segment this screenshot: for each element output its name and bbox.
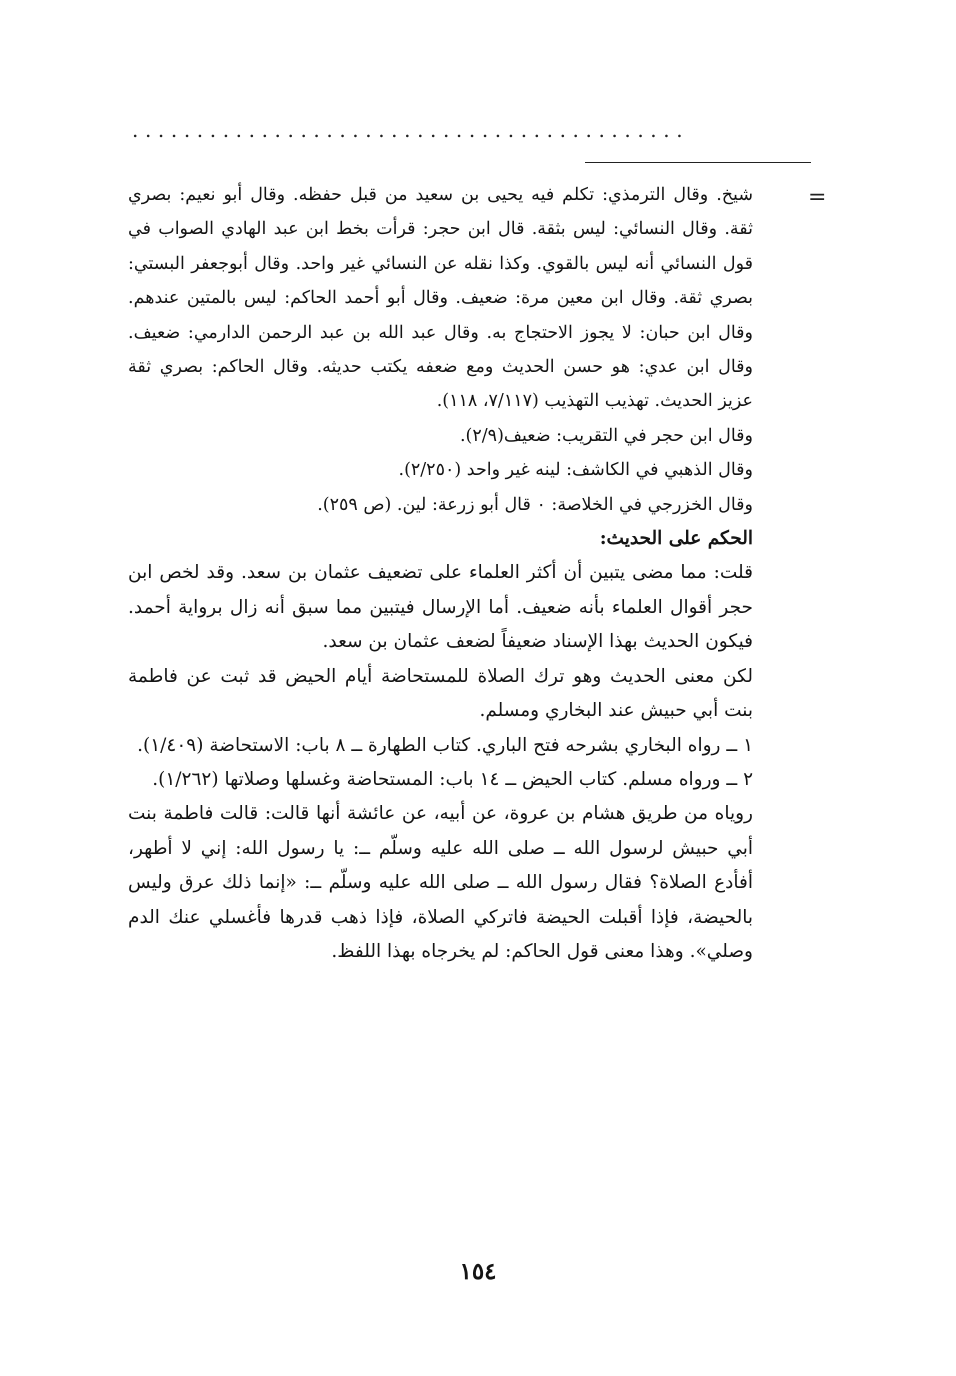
body-paragraph: لكن معنى الحديث وهو ترك الصلاة للمستحاضة أيام الحيض قد ثبت عن فاطمة بنت أبي حبيش عند البخاري ومسلم. <box>128 665 753 722</box>
reference-item: ١ ــ رواه البخاري بشرحه فتح الباري. كتاب الطهارة ــ ٨ باب: الاستحاضة (١/٤٠٩). <box>137 734 753 756</box>
footnote-paragraph: شيخ. وقال الترمذي: تكلم فيه يحيى بن سعيد من قبل حفظه. وقال أبو نعيم: بصري ثقة. وقال النسائي: ليس بثقة. قال ابن حجر: قرأت بخط ابن عبد الهادي الصواب في قول النسائي أنه ليس بالقوي. وكذا نقله عن النسائي غير واحد. وقال أبوجعفر البستي: بصري ثقة. وقال ابن معين مرة: ضعيف. وقال أبو أحمد الحاكم: ليس بالمتين عندهم. وقال ابن حبان: لا يجوز الاحتجاج به. وقال عبد الله بن عبد الرحمن الدارمي: ضعيف. وقال ابن عدي: هو حسن الحديث ومع ضعفه يكتب حديثه. وقال الحاكم: بصري ثقة عزيز الحديث. تهذيب التهذيب (٧/١١٧، ١١٨). <box>128 185 753 412</box>
continuation-mark: = <box>808 185 827 210</box>
footnote-separator-dots: ........................................... <box>132 120 690 140</box>
body-paragraph: روياه من طريق هشام بن عروة، عن أبيه، عن عائشة أنها قالت: قالت فاطمة بنت أبي حبيش لرسول الله ــ صلى الله عليه وسلّم ــ: يا رسول الله: إني لا أطهر، أفأدع الصلاة؟ فقال رسول الله ــ صلى الله عليه وسلّم ــ: «إنما ذلك عرق وليس بالحيضة، فإذا أقبلت الحيضة فاتركي الصلاة، فإذا ذهب قدرها فأغسلي عنك الدم وصلي». وهذا معنى قول الحاكم: لم يخرجاه بهذا اللفظ. <box>128 803 753 962</box>
footnote-paragraph: وقال الذهبي في الكاشف: لينه غير واحد (٢/٢٥٠). <box>398 460 753 481</box>
body-paragraph: قلت: مما مضى يتبين أن أكثر العلماء على تضعيف عثمان بن سعد. وقد لخص ابن حجر أقوال العلماء بأنه ضعيف. أما الإرسال فيتبين مما سبق أنه زال برواية أحمد. فيكون الحديث بهذا الإسناد ضعيفاً لضعف عثمان بن سعد. <box>128 562 753 653</box>
footnote-paragraph: وقال ابن حجر في التقريب: ضعيف(٢/٩). <box>459 425 753 446</box>
section-heading: الحكم على الحديث: <box>599 528 753 550</box>
reference-item: ٢ ــ ورواه مسلم. كتاب الحيض ــ ١٤ باب: المستحاضة وغسلها وصلاتها (١/٢٦٢). <box>152 768 753 790</box>
footnote-paragraph: وقال الخزرجي في الخلاصة: ٠ قال أبو زرعة: لين. (ص ٢٥٩). <box>317 494 753 515</box>
page-number: ١٥٤ <box>459 1258 497 1285</box>
page-content <box>128 178 753 969</box>
footnote-separator-rule <box>585 162 811 163</box>
